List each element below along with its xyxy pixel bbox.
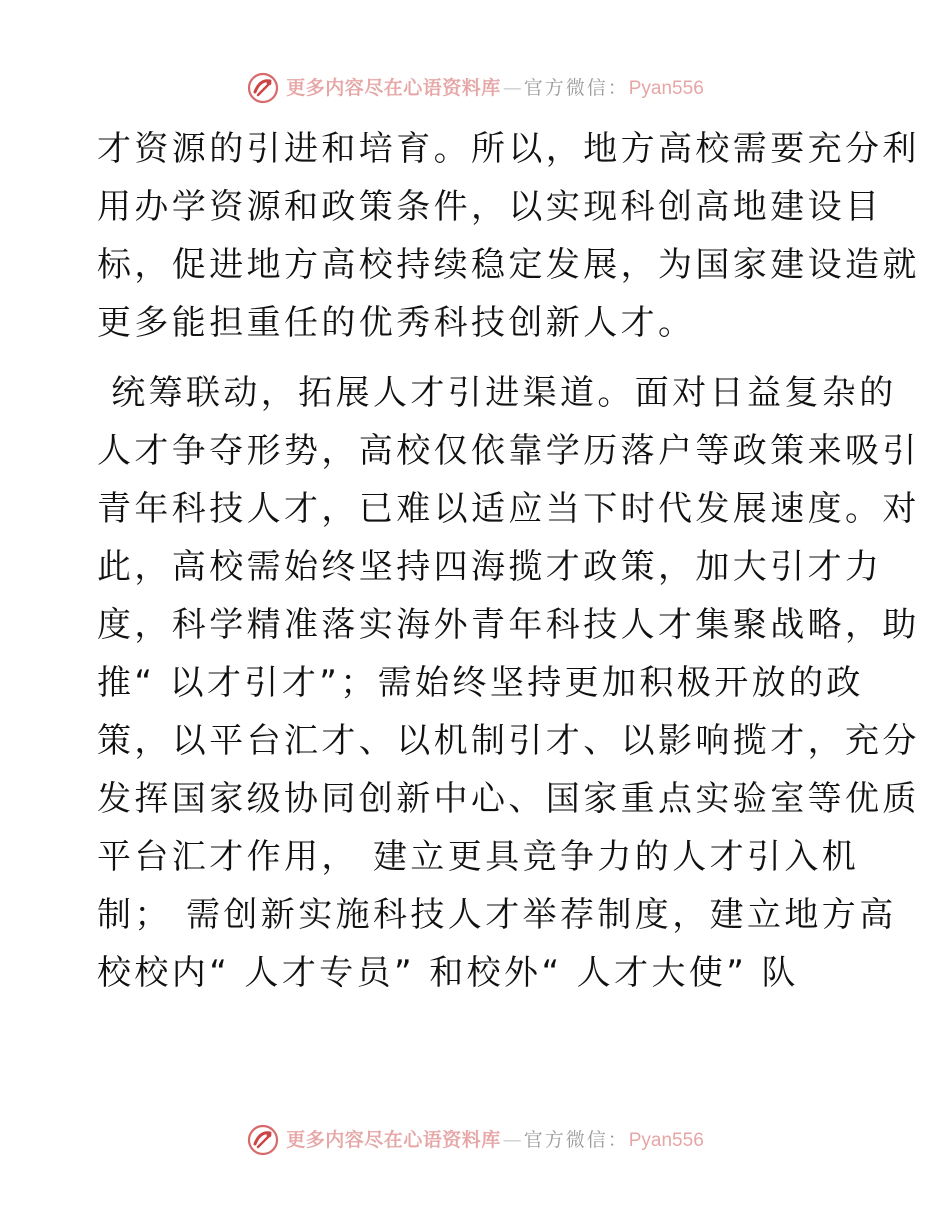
- paragraph-gap: [97, 352, 857, 364]
- footer-watermark: [0, 1120, 950, 1160]
- text-line: 度，科学精准落实海外青年科技人才集聚战略，助: [97, 605, 920, 645]
- text-line: 统筹联动，拓展人才引进渠道。面对日益复杂的: [97, 373, 897, 413]
- watermark-text: [286, 1128, 704, 1151]
- text-line: 才资源的引进和培育。所以，地方高校需要充分利: [97, 129, 920, 169]
- watermark-text: [286, 76, 704, 99]
- watermark-main: 更多内容尽在心语资料库: [286, 76, 501, 99]
- document-body: [97, 120, 920, 1002]
- watermark-main: 更多内容尽在心语资料库: [286, 1128, 501, 1151]
- text-line: 标，促进地方高校持续稳定发展，为国家建设造就: [97, 245, 920, 285]
- logo-icon: [246, 1123, 280, 1157]
- text-line: 校校内“ 人才专员” 和校外“ 人才大使” 队: [97, 953, 799, 993]
- watermark-sub: 官方微信：: [523, 76, 629, 99]
- watermark-dash: —: [502, 76, 522, 99]
- text-line: 用办学资源和政策条件，以实现科创高地建设目: [97, 187, 883, 227]
- text-line: 制； 需创新实施科技人才举荐制度，建立地方高: [97, 895, 897, 935]
- text-line: 青年科技人才，已难以适应当下时代发展速度。对: [97, 489, 920, 529]
- text-line: 更多能担重任的优秀科技创新人才。: [97, 303, 696, 343]
- header-watermark: [0, 68, 950, 108]
- text-line: 推“ 以才引才”；需始终坚持更加积极开放的政: [97, 663, 864, 703]
- watermark-id: Pyan556: [628, 1129, 704, 1151]
- text-line: 策，以平台汇才、以机制引才、以影响揽才，充分: [97, 721, 920, 761]
- paragraph: [97, 120, 920, 352]
- watermark-dash: —: [502, 1128, 522, 1151]
- logo-icon: [246, 71, 280, 105]
- text-line: 发挥国家级协同创新中心、国家重点实验室等优质: [97, 779, 920, 819]
- text-line: 人才争夺形势，高校仅依靠学历落户等政策来吸引: [97, 431, 920, 471]
- text-line: 此，高校需始终坚持四海揽才政策，加大引才力: [97, 547, 883, 587]
- text-line: 平台汇才作用， 建立更具竞争力的人才引入机: [97, 837, 860, 877]
- watermark-sub: 官方微信：: [523, 1128, 629, 1151]
- watermark-id: Pyan556: [628, 77, 704, 99]
- paragraph: [97, 364, 920, 1002]
